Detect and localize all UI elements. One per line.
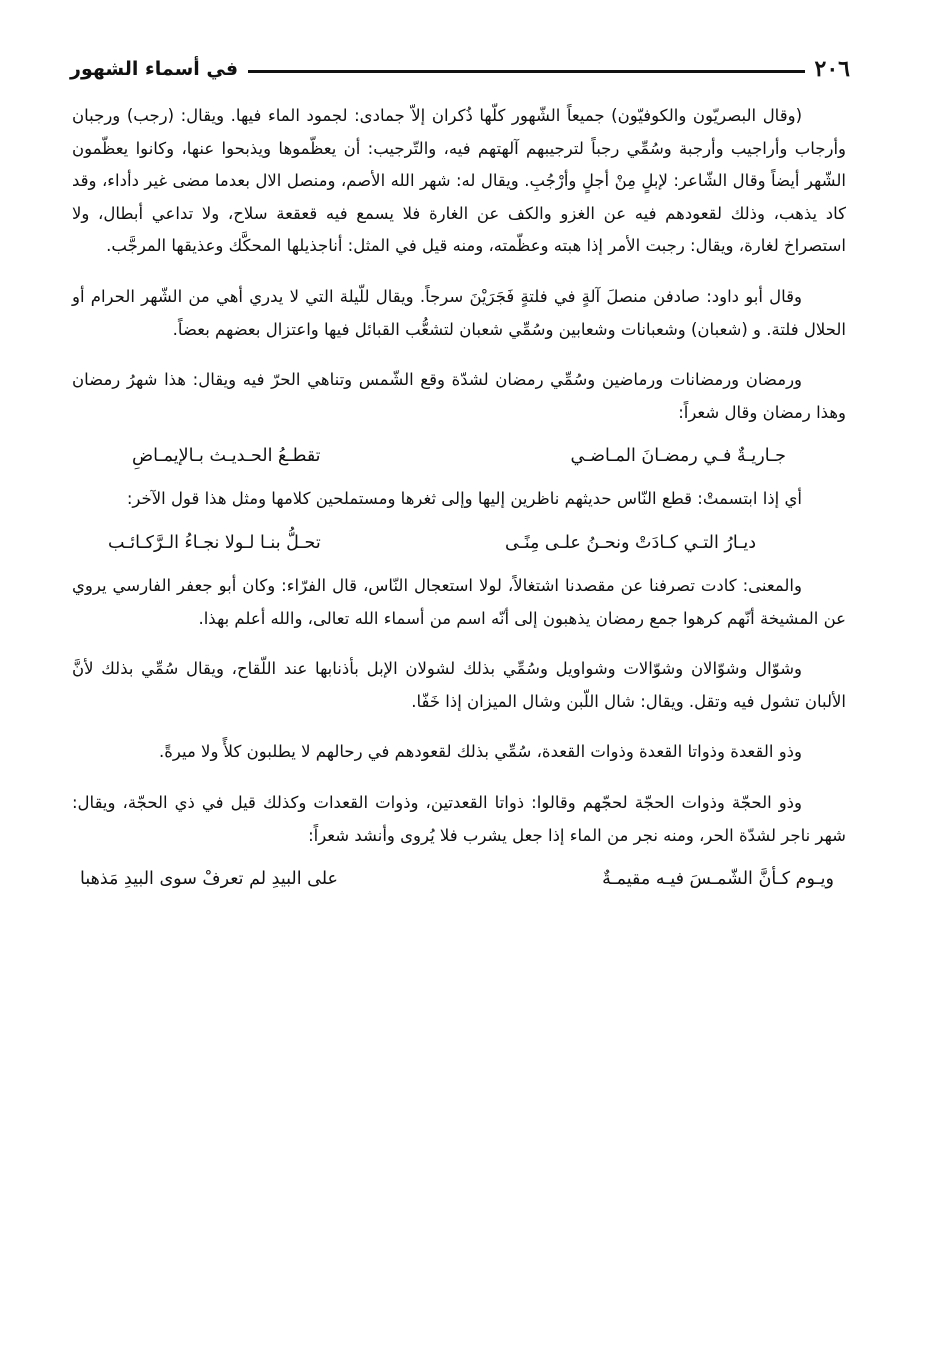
paragraph-explanation: أي إذا ابتسمتْ: قطع النّاس حديثهم ناظرين إليها وإلى ثغرها ومستملحين كلامها ومثل هذا قول الآخر:: [126, 489, 802, 509]
verse-left-hemistich: على البيدِ لم تعرفْ سوى البيدِ مَذهبا: [80, 869, 338, 890]
paragraph-dhul-hijjah: وذو الحجّة وذوات الحجّة لحجّهم وقالوا: ذواتا القعدتين، وذوات القعدات وكذلك قيل في ذي الحجّة، ويقال: شهر ناجر لشدّة الحر، ومنه نجر من الماء إذا جعل يشرب فلا يُروى وأنشد شعراً:: [72, 792, 846, 845]
verse-right-hemistich: ويـوم كـأنَّ الشّمـسَ فيـه مقيمـةٌ: [602, 869, 834, 890]
verse-left-hemistich: تحـلُّ بنـا لـولا نجـاءُ الـرَّكـائـب: [108, 532, 321, 553]
verse-right-hemistich: جـاريـةٌ فـي رمضـانَ المـاضـي: [570, 446, 786, 467]
page-header: [70, 52, 850, 86]
header-rule: [248, 70, 804, 73]
running-title: في أسماء الشهور: [70, 58, 239, 80]
paragraph-shawwal: وشوّال وشوّالان وشوّالات وشواويل وسُمِّي بذلك لشولان الإبل بأذنابها عند اللّقاح، ويقال سُمِّي بذلك لأنَّ الألبان تشول فيه وتقل. ويقال: شال اللّبن وشال الميزان إذا خَفّا.: [72, 659, 846, 711]
paragraph-meaning: والمعنى: كادت تصرفنا عن مقصدنا اشتغالاً، لولا استعجال النّاس، قال الفرّاء: وكان أبو جعفر الفارسي يروي عن المشيخة أنّهم كرهوا جمع رمضان يذهبون إلى أنّه اسم من أسماء الله تعالى، والله أعلم بهذا.: [72, 575, 846, 628]
paragraph-rajab: (وقال البصريّون والكوفيّون) جميعاً الشّهور كلّها ذُكران إلاّ جمادى: لجمود الماء فيها. ويقال: (رجب) ورجبان وأرجاب وأراجيب وأرجبة وسُمِّي رجباً لترجيبهم آلهتهم فيه، والتّرجيب: أن يعظّموها ويذبحوا عنها، وكانوا يعظّمون الشّهر أيضاً وقال الشّاعر: لإبلٍ مِنْ أجلٍ وأرْجُبِ. ويقال له: شهر الله الأصم، ومنصل الال بعدما مضى غير دأداء، وقد كاد يذهب، وذلك لقعودهم فيه عن الغزو والكف عن الغارة فلا يسمع فيه قعقعة سلاح، ولا تداعي أبطال، ولا استصراخ لغارة، ويقال: رجبت الأمر إذا هبته وعظّمته، ومنه قيل في المثل: أناجذيلها المحكَّك وعذيقها المرجَّب.: [72, 106, 846, 256]
verse-right-hemistich: ديـارُ التـي كـادَتْ ونحـنُ علـى مِنًـى: [504, 532, 756, 553]
verse-ramadan: [132, 439, 786, 473]
page-body: [72, 100, 846, 906]
verse-yawm: [80, 862, 834, 896]
paragraph-ramadan: ورمضان ورمضانات ورماضين وسُمِّي رمضان لشدّة وقع الشّمس وتناهي الحرّ فيه ويقال: هذا شهرُ رمضان وهذا رمضان وقال شعراً:: [72, 370, 846, 422]
page-number: ٢٠٦: [814, 56, 850, 82]
verse-left-hemistich: تقطـعُ الحـديـث بـالإيمـاضِ: [132, 446, 321, 467]
paragraph-shaban: وقال أبو داود: صادفن منصلَ آلةٍ في فلتةٍ فَجَرَيْنَ سرجاً. ويقال للّيلة التي لا يدري أهي من الشّهر الحرام أو الحلال فلتة. و (شعبان) وشعبانات وشعابين وسُمِّي شعبان لتشعُّب القبائل فيها واعتزال بعضهم بعضاً.: [72, 286, 846, 339]
paragraph-dhul-qadah: وذو القعدة وذواتا القعدة وذوات القعدة، سُمِّي بذلك لقعودهم في رحالهم لا يطلبون كلأً ولا ميرةً.: [159, 742, 802, 762]
verse-diyar: [108, 526, 756, 560]
